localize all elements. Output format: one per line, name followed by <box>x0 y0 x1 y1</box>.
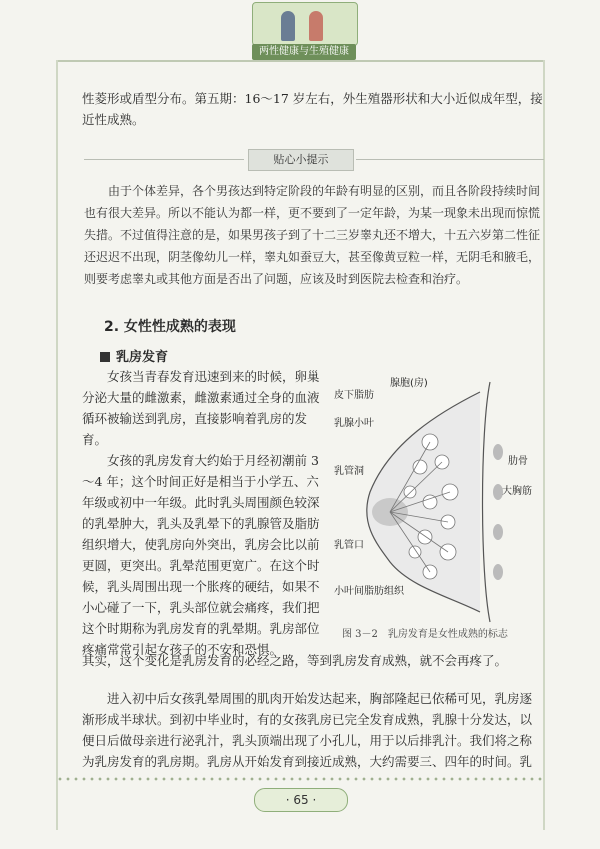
rib-cross-sections <box>493 444 503 580</box>
tip-divider-right <box>356 159 544 160</box>
label-duct: 乳管洞 <box>334 466 364 477</box>
label-pectoral: 大胸筋 <box>502 486 532 497</box>
female-figure-icon <box>309 11 323 41</box>
body-paragraph: 女孩当青春发育迅速到来的时候，卵巢分泌大量的雌激素，雌激素通过全身的血液循环被输送到乳房，直接影响着乳房的发育。 <box>82 369 320 447</box>
square-bullet-icon <box>100 352 110 362</box>
label-subcutaneous-fat: 皮下脂肪 <box>334 390 374 401</box>
label-inter-lobular-fat: 小叶间脂肪组织 <box>334 586 404 597</box>
tip-divider-left <box>84 159 244 160</box>
subsection-title-text: 乳房发育 <box>116 350 169 365</box>
label-rib: 肋骨 <box>508 456 528 467</box>
frame-left-border <box>56 60 58 830</box>
label-duct-opening: 乳管口 <box>334 540 364 551</box>
section-title: 2. 女性性成熟的表现 <box>104 319 236 335</box>
header-illustration <box>252 2 358 46</box>
left-column <box>82 366 322 660</box>
subsection-title <box>100 346 168 365</box>
figure-caption: 图 3－2 乳房发育是女性成熟的标志 <box>342 629 508 640</box>
body-paragraph: 女孩的乳房发育大约始于月经初潮前 3～4 年；这个时间正好是相当于小学五、六年级或初中一年级。此时乳头周围颜色较深的乳晕肿大，乳头及乳晕下的乳腺管及脂肪组织增大，使乳房向外突出，乳房会比以前更圆，更突出。乳晕范围更宽广。在这个时候，乳头周围出现一个胀疼的硬结，如果不小心碰了一下，乳头部位就会痛疼，我们把这个时期称为乳房发育的乳晕期。乳房部位疼痛常常引起女孩子的不安和恐惧。 <box>82 453 320 657</box>
frame-top-border <box>56 60 544 62</box>
page-number: · 65 · <box>254 788 348 812</box>
tip-text: 由于个体差异，各个男孩达到特定阶段的年龄有明显的区别，而且各阶段持续时间也有很大差异。所以不能认为都一样，更不要到了一定年龄，为某一现象未出现而惊慌失措。不过值得注意的是，如果男孩子到了十二三岁睾丸还不增大，十五六岁第二性征还迟迟不出现，阴茎像幼儿一样，睾丸如蚕豆大，甚至像黄豆粒一样，无阴毛和腋毛，则要考虑睾丸或其他方面是否出了问题，应该及时到医院去检查和治疗。 <box>84 184 541 286</box>
page-header <box>252 2 356 62</box>
breast-anatomy-diagram <box>330 372 540 632</box>
label-lobule: 乳腺小叶 <box>334 418 374 429</box>
tip-label: 贴心小提示 <box>248 149 354 171</box>
footer-dots-divider <box>56 776 544 782</box>
bottom-paragraph: 进入初中后女孩乳晕周围的肌肉开始发达起来，胸部隆起已依稀可见，乳房逐渐形成半球状。到初中毕业时，有的女孩乳房已完全发育成熟，乳腺十分发达，以便日后做母亲进行泌乳汁，乳头顶端出现了小孔儿，用于以后排乳汁。我们将之称为乳房发育的乳房期。乳房从开始发育到接近成熟，大约需要三、四年的时间。乳 <box>82 691 533 769</box>
continued-paragraph: 其实，这个变化是乳房发育的必经之路，等到乳房发育成熟，就不会再疼了。 <box>82 653 508 668</box>
header-title: 两性健康与生殖健康 <box>252 44 356 60</box>
chest-wall-line <box>483 382 491 622</box>
intro-paragraph: 性菱形或盾型分布。第五期：16～17 岁左右，外生殖器形状和大小近似成年型，接近性成熟。 <box>82 91 543 127</box>
label-gland: 腺胞(房) <box>390 378 428 389</box>
male-figure-icon <box>281 11 295 41</box>
